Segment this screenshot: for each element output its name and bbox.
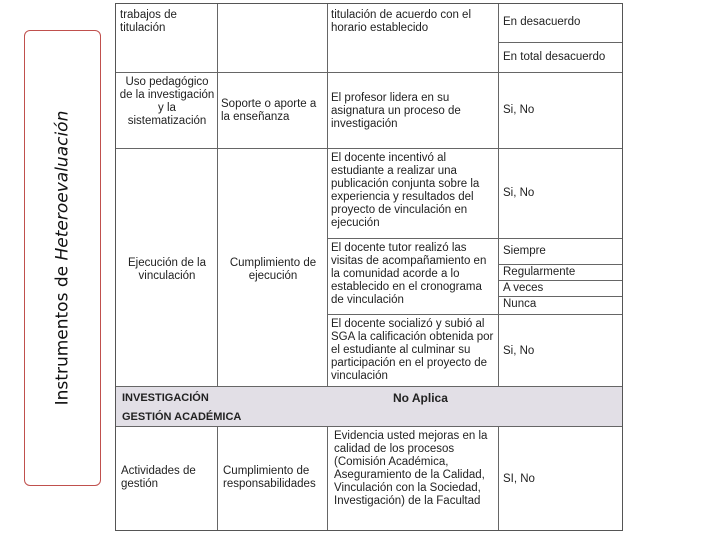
cell-indicator-r3 [223,465,327,491]
cell-scale-r2b-1 [503,266,621,279]
cell-dimension-r2 [118,257,216,283]
cell-item-r2a [331,152,494,230]
scale-text: Nunca [503,298,537,310]
item-text: El profesor lidera en su asignatura un proceso de investigación [331,92,461,130]
grid-line [327,426,328,531]
cell-scale-r2b-2 [503,282,621,295]
scale-text: SI, No [503,473,535,485]
section-band-investigacion [116,386,623,408]
scale-text: Si, No [503,104,535,116]
side-label-tab [24,30,101,486]
dimension-text: Actividades de gestión [121,465,196,490]
scale-text: Si, No [503,187,535,199]
scale-text: Siempre [503,245,546,257]
cell-item-r0 [331,9,493,35]
evaluation-table [115,3,623,531]
grid-line [217,4,218,386]
section-label: INVESTIGACIÓN [122,392,209,404]
item-text: El docente incentivó al estudiante a realizar una publicación conjunta sobre la experiencia y resultados del proyecto de vinculación en ejecución [331,152,480,229]
dimension-text: trabajos de titulación [120,9,177,34]
cell-scale-r0a [503,16,621,29]
grid-line [116,148,623,149]
cell-scale-r2b-0 [503,245,621,258]
grid-line [498,426,499,531]
cell-scale-r2a [503,187,621,200]
grid-line [116,72,623,73]
cell-scale-r0b [503,51,623,64]
item-text: titulación de acuerdo con el horario establecido [331,9,472,34]
dimension-text: Ejecución de la vinculación [128,257,206,282]
grid-line [498,264,623,265]
scale-text: Si, No [503,345,535,357]
grid-line [217,426,218,531]
side-label-emphasis: Heteroevaluación [52,110,73,261]
grid-line [327,314,623,315]
section-band-gestion [116,407,623,427]
cell-scale-r2b-3 [503,298,621,311]
dimension-text: Uso pedagógico de la investigación y la sistematización [119,76,215,127]
cell-item-r1 [331,92,494,131]
cell-dimension-r3 [121,465,216,491]
section-value: No Aplica [393,391,448,405]
cell-item-r2c [331,318,494,383]
side-label-text [53,111,73,406]
cell-dimension-r1 [118,76,216,128]
scale-text: Regularmente [503,266,576,278]
section-label: GESTIÓN ACADÉMICA [122,411,242,423]
item-text: Evidencia usted mejoras en la calidad de los procesos (Comisión Académica, Aseguramiento de la Calidad, Vinculación con la Sociedad, Investigación) de la Facultad [334,430,488,507]
grid-line [498,4,499,386]
cell-indicator-r1 [221,98,325,124]
grid-line [498,296,623,297]
cell-item-r2b [331,242,494,307]
grid-line [327,4,328,386]
side-label-prefix: Instrumentos de [52,265,73,406]
indicator-text: Soporte o aporte a la enseñanza [221,98,317,123]
grid-line [498,42,623,43]
item-text: El docente tutor realizó las visitas de acompañamiento en la comunidad acorde a lo establecido en el cronograma de vinculación [331,242,487,306]
cell-scale-r2c [503,345,621,358]
cell-scale-r3 [503,473,621,486]
scale-text: En total desacuerdo [503,51,606,63]
indicator-text: Cumplimiento de ejecución [229,257,317,282]
grid-line [327,238,623,239]
scale-text: A veces [503,282,544,294]
scale-text: En desacuerdo [503,16,581,28]
grid-line [498,280,623,281]
cell-scale-r1 [503,104,621,117]
cell-dimension-r0 [120,9,214,35]
cell-indicator-r2 [220,257,326,283]
item-text: El docente socializó y subió al SGA la calificación obtenida por el estudiante al culminar su participación en el proyecto de vinculación [331,318,494,382]
cell-item-r3 [334,430,494,508]
indicator-text: Cumplimiento de responsabilidades [223,465,316,490]
